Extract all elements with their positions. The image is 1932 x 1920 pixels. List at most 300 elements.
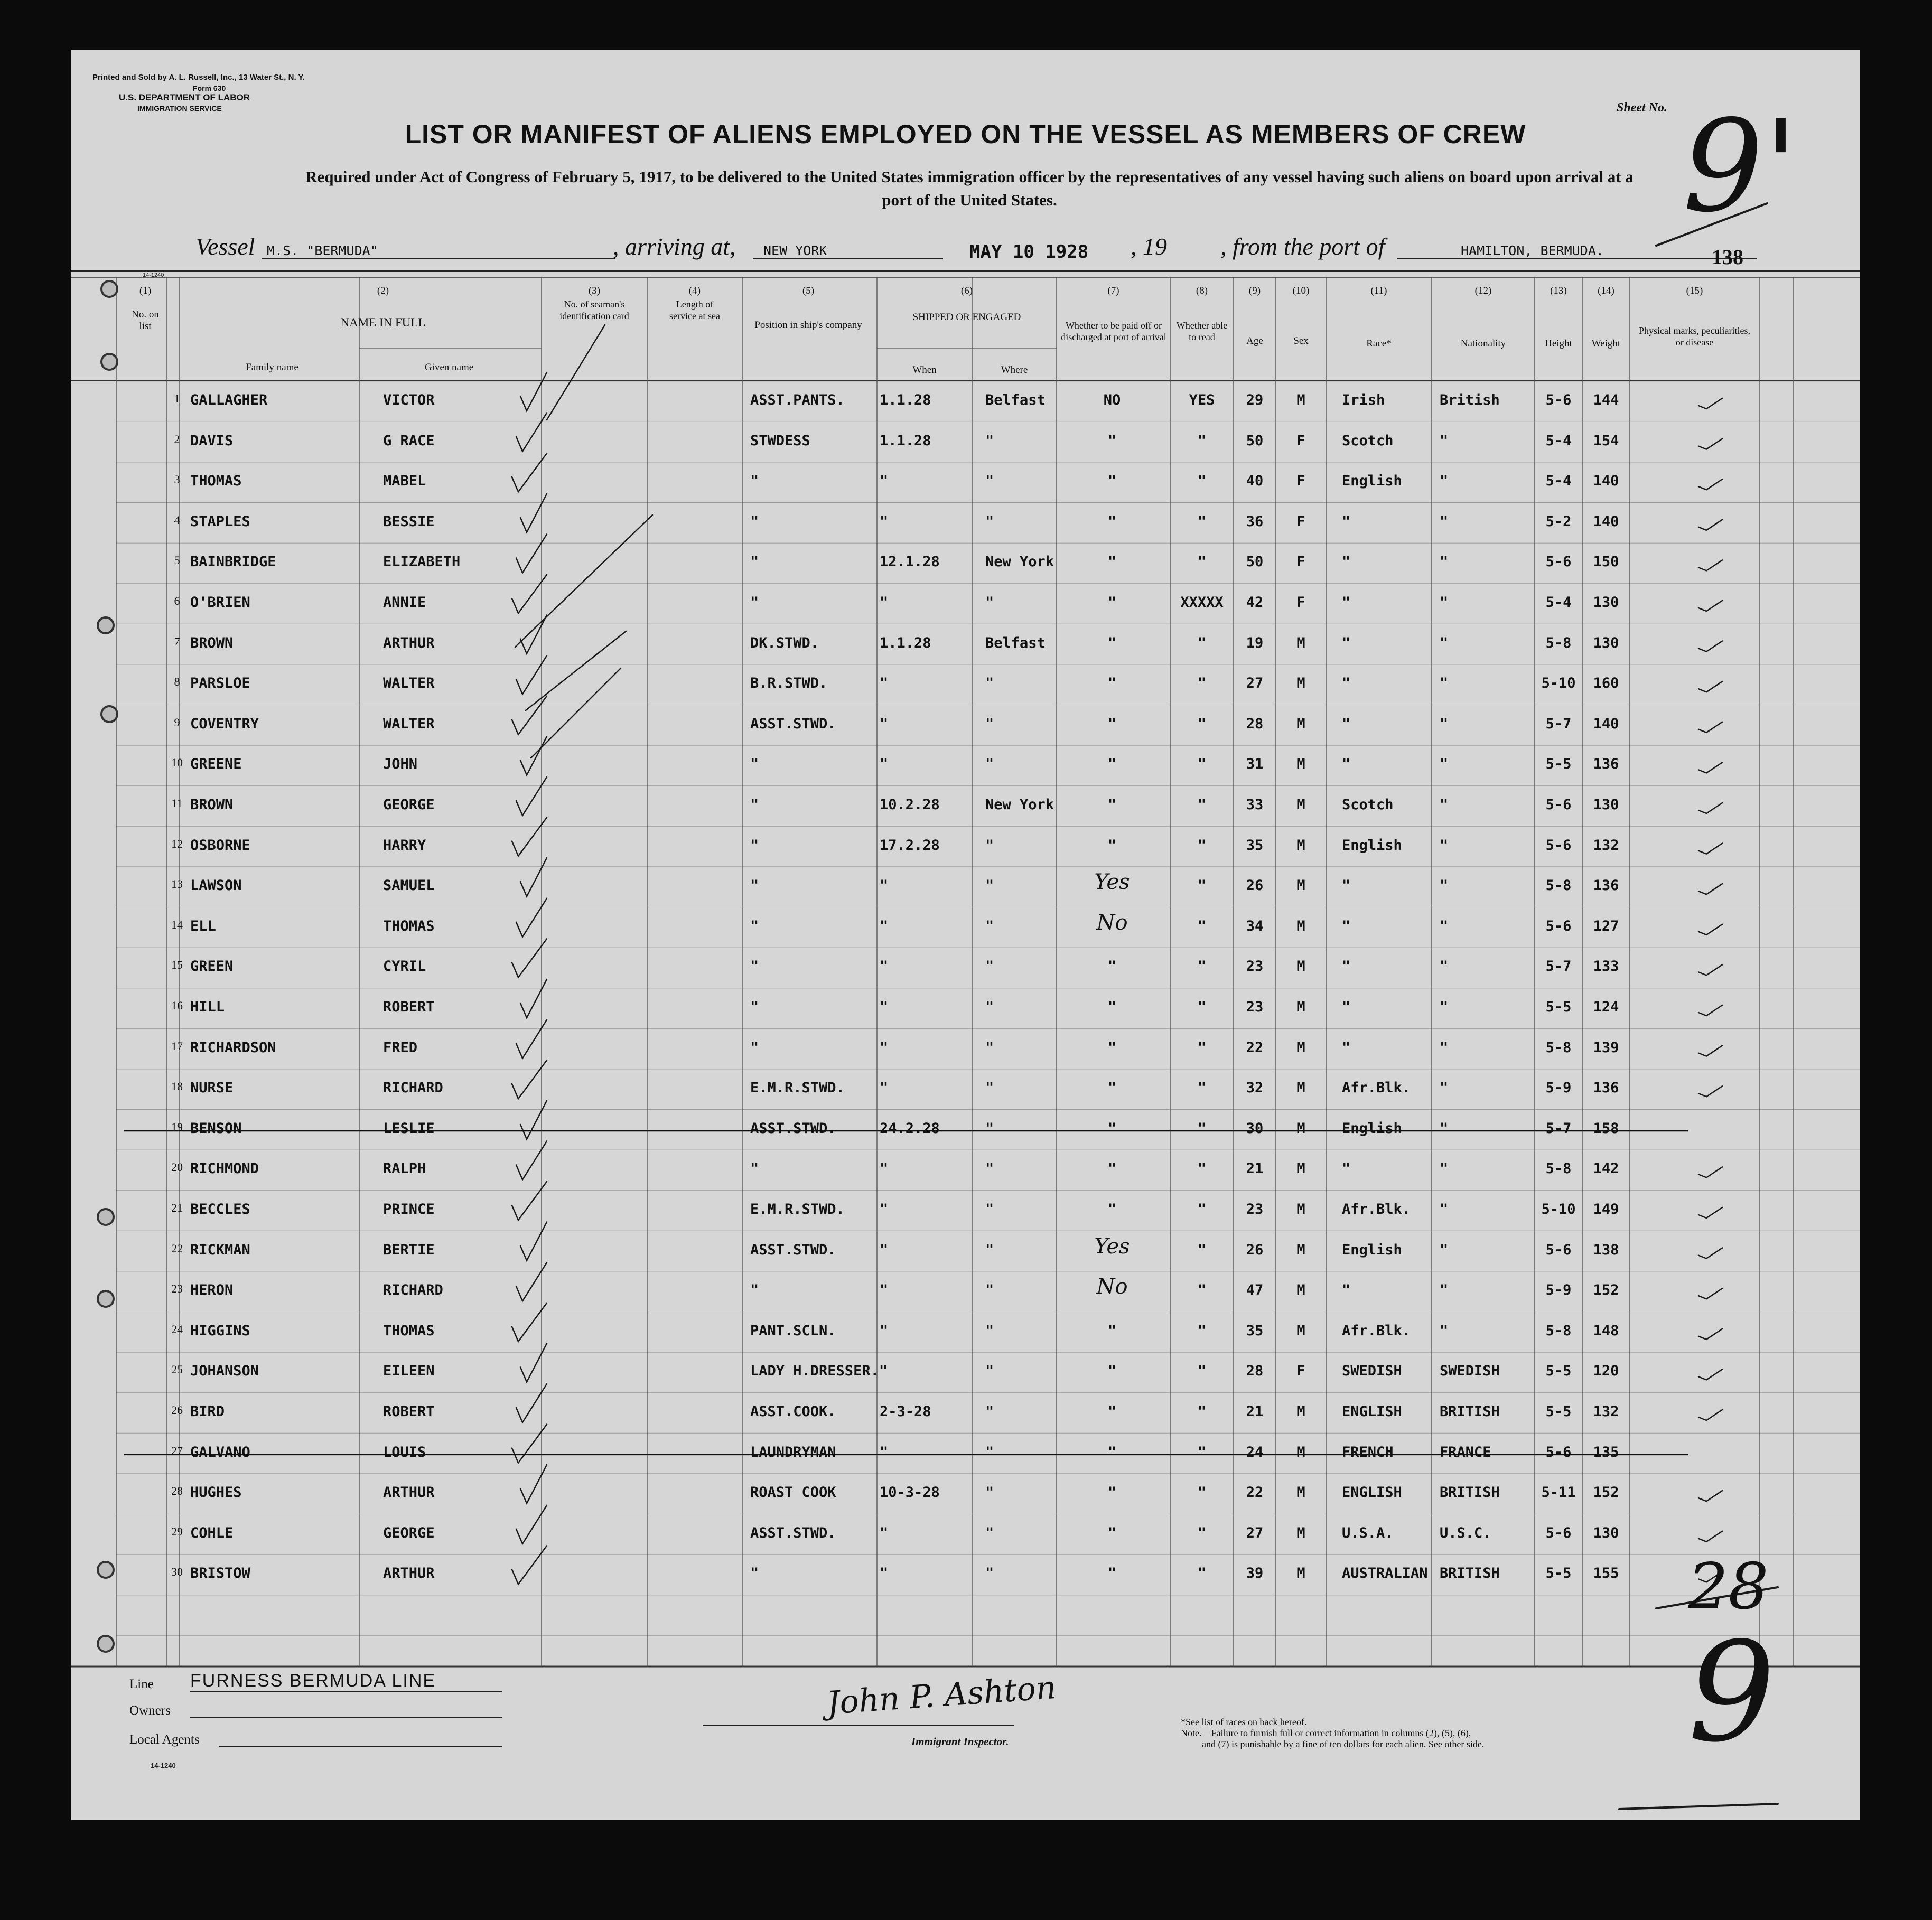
cell-where: " xyxy=(985,917,994,934)
cell-position: " xyxy=(750,917,759,934)
checkmark-icon xyxy=(516,777,547,816)
cell-when: 1.1.28 xyxy=(880,432,931,449)
cell-position: " xyxy=(750,1160,759,1177)
cell-weight: 130 xyxy=(1593,797,1619,813)
cell-age: 21 xyxy=(1246,1160,1264,1177)
cell-when: 1.1.28 xyxy=(880,392,931,408)
cell-paid-off: " xyxy=(1107,1363,1117,1380)
cell-given: RALPH xyxy=(383,1160,426,1177)
sheet-number-handwritten: 9 xyxy=(1688,1613,1776,1773)
cell-read: " xyxy=(1197,1241,1207,1258)
cell-sex: M xyxy=(1296,797,1305,813)
cell-paid-off: " xyxy=(1107,1039,1117,1056)
col13-label: Height xyxy=(1545,338,1572,349)
cell-race: English xyxy=(1342,1241,1402,1258)
cell-sex: M xyxy=(1296,1201,1305,1217)
cell-weight: 150 xyxy=(1593,554,1619,570)
cell-age: 34 xyxy=(1246,917,1264,934)
cell-read: YES xyxy=(1189,392,1215,408)
col6-num: (6) xyxy=(960,285,973,296)
cell-weight: 136 xyxy=(1593,1080,1619,1097)
cell-family: COHLE xyxy=(190,1524,234,1541)
checkmark-icon xyxy=(512,1060,547,1099)
cell-when: " xyxy=(880,917,889,934)
cell-given: CYRIL xyxy=(383,958,426,975)
cell-position: ASST.PANTS. xyxy=(750,392,845,408)
cell-weight: 149 xyxy=(1593,1201,1619,1217)
cell-paid-off: " xyxy=(1107,513,1117,530)
cell-given: JOHN xyxy=(383,756,418,773)
cell-read: " xyxy=(1197,1282,1207,1299)
cell-height: 5-6 xyxy=(1545,837,1572,854)
cell-family: BIRD xyxy=(190,1403,225,1420)
cell-read: " xyxy=(1197,1565,1207,1582)
cell-nationality: " xyxy=(1440,837,1449,854)
punch-hole xyxy=(97,616,115,634)
cell-position: ASST.STWD. xyxy=(750,1241,836,1258)
tick-icon xyxy=(1698,601,1722,611)
cell-weight: 152 xyxy=(1593,1282,1619,1299)
tick-icon xyxy=(1698,398,1722,409)
cell-no: 15 xyxy=(171,958,183,972)
col2-given: Given name xyxy=(424,362,474,373)
cell-family: BROWN xyxy=(190,797,234,813)
cell-no: 24 xyxy=(171,1322,183,1336)
cell-no: 12 xyxy=(171,837,183,850)
line-label: Line xyxy=(129,1677,154,1691)
cell-when: 12.1.28 xyxy=(880,554,940,570)
cell-weight: 154 xyxy=(1593,432,1619,449)
tick-icon xyxy=(1698,844,1722,854)
cell-when: 17.2.28 xyxy=(880,837,940,854)
cell-paid-off: No xyxy=(1096,1275,1128,1299)
penalty-note-1: Note.—Failure to furnish full or correct information in columns (2), (5), (6), xyxy=(1181,1728,1471,1738)
cell-read: " xyxy=(1197,1160,1207,1177)
cell-paid-off: " xyxy=(1107,1524,1117,1541)
cell-position: ASST.COOK. xyxy=(750,1403,836,1420)
cell-nationality: " xyxy=(1440,1160,1449,1177)
cell-read: " xyxy=(1197,432,1207,449)
cell-weight: 136 xyxy=(1593,877,1619,894)
tick-icon xyxy=(1698,560,1722,570)
cell-paid-off: " xyxy=(1107,675,1117,692)
checkmark-icon xyxy=(516,1384,547,1422)
checkmark-icon xyxy=(512,818,547,856)
cell-position: E.M.R.STWD. xyxy=(750,1201,845,1217)
cell-nationality: FRANCE xyxy=(1440,1444,1491,1460)
page-number: 138 xyxy=(1712,245,1743,269)
col6-when: When xyxy=(912,364,937,376)
checkmark-icon xyxy=(516,534,547,573)
cell-where: " xyxy=(985,1524,994,1541)
departure-port: HAMILTON, BERMUDA. xyxy=(1397,243,1757,259)
service-label: IMMIGRATION SERVICE xyxy=(137,104,222,113)
cell-paid-off: " xyxy=(1107,634,1117,651)
tick-icon xyxy=(1698,1288,1722,1299)
cell-family: COVENTRY xyxy=(190,715,259,732)
checkmark-icon xyxy=(520,494,547,532)
cell-when: " xyxy=(880,473,889,490)
cell-when: 10-3-28 xyxy=(880,1484,940,1501)
cell-race: " xyxy=(1342,877,1351,894)
cell-age: 28 xyxy=(1246,715,1264,732)
cell-sex: M xyxy=(1296,756,1305,773)
cell-no: 10 xyxy=(171,756,183,770)
cell-sex: M xyxy=(1296,715,1305,732)
cell-age: 31 xyxy=(1246,756,1264,773)
cell-no: 1 xyxy=(174,392,180,405)
cell-given: EILEEN xyxy=(383,1363,435,1380)
cell-nationality: " xyxy=(1440,473,1449,490)
cell-nationality: " xyxy=(1440,756,1449,773)
cell-age: 27 xyxy=(1246,1524,1264,1541)
cell-read: " xyxy=(1197,1080,1207,1097)
cell-where: " xyxy=(985,1565,994,1582)
printer-line: Printed and Sold by A. L. Russell, Inc., 13 Water St., N. Y. xyxy=(92,73,305,82)
cell-nationality: " xyxy=(1440,675,1449,692)
cell-sex: F xyxy=(1296,432,1305,449)
cell-family: ELL xyxy=(190,917,216,934)
cell-sex: M xyxy=(1296,1444,1305,1460)
cell-nationality: BRITISH xyxy=(1440,1565,1500,1582)
cell-given: ROBERT xyxy=(383,999,435,1015)
cell-sex: M xyxy=(1296,1160,1305,1177)
cell-age: 42 xyxy=(1246,594,1264,611)
cell-given: ARTHUR xyxy=(383,634,435,651)
cell-no: 8 xyxy=(174,675,180,689)
cell-race: U.S.A. xyxy=(1342,1524,1394,1541)
cell-sex: F xyxy=(1296,594,1305,611)
cell-nationality: " xyxy=(1440,1080,1449,1097)
cell-height: 5-8 xyxy=(1545,1322,1572,1339)
cell-read: " xyxy=(1197,837,1207,854)
col12-label: Nationality xyxy=(1460,338,1506,349)
cell-no: 5 xyxy=(174,554,180,567)
cell-paid-off: NO xyxy=(1103,392,1121,408)
cell-paid-off: " xyxy=(1107,715,1117,732)
cell-given: VICTOR xyxy=(383,392,435,408)
cell-where: " xyxy=(985,877,994,894)
cell-race: FRENCH xyxy=(1342,1444,1394,1460)
col6-where: Where xyxy=(1001,364,1028,376)
cell-sex: M xyxy=(1296,1080,1305,1097)
cell-no: 14 xyxy=(171,917,183,931)
checkmark-icon xyxy=(512,1425,547,1463)
checkmark-icon xyxy=(512,1303,547,1342)
cell-race: SWEDISH xyxy=(1342,1363,1402,1380)
cell-position: ASST.STWD. xyxy=(750,1524,836,1541)
cell-nationality: " xyxy=(1440,554,1449,570)
cell-race: " xyxy=(1342,634,1351,651)
cell-height: 5-7 xyxy=(1545,958,1572,975)
cell-age: 32 xyxy=(1246,1080,1264,1097)
arrival-port: NEW YORK xyxy=(753,243,943,259)
pen-stroke xyxy=(515,515,652,647)
cell-position: " xyxy=(750,513,759,530)
cell-no: 4 xyxy=(174,513,180,527)
cell-when: " xyxy=(880,715,889,732)
cell-paid-off: " xyxy=(1107,756,1117,773)
col11-label: Race* xyxy=(1366,338,1392,349)
cell-where: " xyxy=(985,1322,994,1339)
cell-position: " xyxy=(750,1565,759,1582)
cell-where: " xyxy=(985,958,994,975)
cell-read: " xyxy=(1197,1403,1207,1420)
cell-paid-off: " xyxy=(1107,1120,1117,1137)
cell-read: " xyxy=(1197,715,1207,732)
cell-age: 33 xyxy=(1246,797,1264,813)
cell-family: THOMAS xyxy=(190,473,242,490)
cell-weight: 135 xyxy=(1593,1444,1619,1460)
tick-icon xyxy=(1698,1491,1722,1501)
tick-icon xyxy=(1698,722,1722,733)
cell-nationality: British xyxy=(1440,392,1500,408)
cell-read: " xyxy=(1197,1484,1207,1501)
cell-age: 21 xyxy=(1246,1403,1264,1420)
cell-when: " xyxy=(880,513,889,530)
cell-where: " xyxy=(985,1484,994,1501)
cell-height: 5-4 xyxy=(1545,432,1572,449)
cell-read: " xyxy=(1197,877,1207,894)
col15-num: (15) xyxy=(1686,285,1703,296)
col5-label: Position in ship's company xyxy=(754,320,862,331)
sheet-no-handwritten: 9' xyxy=(1683,92,1798,240)
cell-given: LOUIS xyxy=(383,1444,426,1460)
cell-family: HIGGINS xyxy=(190,1322,250,1339)
pen-stroke xyxy=(531,668,621,758)
cell-given: ARTHUR xyxy=(383,1565,435,1582)
cell-where: " xyxy=(985,1282,994,1299)
col11-num: (11) xyxy=(1370,285,1387,296)
cell-sex: M xyxy=(1296,1241,1305,1258)
cell-nationality: " xyxy=(1440,999,1449,1015)
cell-height: 5-6 xyxy=(1545,1241,1572,1258)
cell-when: " xyxy=(880,1039,889,1056)
cell-age: 40 xyxy=(1246,473,1264,490)
cell-read: " xyxy=(1197,999,1207,1015)
cell-weight: 138 xyxy=(1593,1241,1619,1258)
col10-num: (10) xyxy=(1292,285,1310,296)
cell-age: 47 xyxy=(1246,1282,1264,1299)
cell-position: ROAST COOK xyxy=(750,1484,836,1501)
races-note: *See list of races on back hereof. xyxy=(1181,1717,1307,1727)
cell-sex: M xyxy=(1296,999,1305,1015)
cell-where: " xyxy=(985,756,994,773)
cell-when: 24.2.28 xyxy=(880,1120,940,1137)
cell-nationality: " xyxy=(1440,432,1449,449)
cell-paid-off: Yes xyxy=(1094,870,1130,895)
tick-icon xyxy=(1698,762,1722,773)
cell-family: GREENE xyxy=(190,756,242,773)
cell-sex: M xyxy=(1296,1524,1305,1541)
col4-label: Length of service at sea xyxy=(669,299,720,321)
cell-paid-off: Yes xyxy=(1094,1234,1130,1259)
cell-paid-off: " xyxy=(1107,837,1117,854)
tick-icon xyxy=(1698,439,1722,449)
cell-weight: 140 xyxy=(1593,715,1619,732)
cell-family: RICKMAN xyxy=(190,1241,250,1258)
cell-where: " xyxy=(985,837,994,854)
cell-race: " xyxy=(1342,958,1351,975)
cell-age: 39 xyxy=(1246,1565,1264,1582)
cell-weight: 160 xyxy=(1593,675,1619,692)
tick-icon xyxy=(1698,1531,1722,1542)
cell-no: 27 xyxy=(171,1444,183,1457)
cell-where: " xyxy=(985,1241,994,1258)
cell-sex: M xyxy=(1296,1282,1305,1299)
tick-icon xyxy=(1698,681,1722,692)
cell-age: 29 xyxy=(1246,392,1264,408)
pen-stroke xyxy=(547,325,605,420)
cell-where: " xyxy=(985,1160,994,1177)
agents-line xyxy=(219,1746,502,1747)
tick-icon xyxy=(1698,520,1722,530)
cell-paid-off: " xyxy=(1107,1484,1117,1501)
cell-given: G RACE xyxy=(383,432,435,449)
cell-age: 50 xyxy=(1246,554,1264,570)
col9-num: (9) xyxy=(1248,285,1261,296)
cell-read: " xyxy=(1197,917,1207,934)
cell-no: 25 xyxy=(171,1363,183,1376)
cell-age: 28 xyxy=(1246,1363,1264,1380)
cell-sex: M xyxy=(1296,1565,1305,1582)
cell-read: " xyxy=(1197,634,1207,651)
cell-position: DK.STWD. xyxy=(750,634,819,651)
cell-read: " xyxy=(1197,554,1207,570)
cell-family: GALVANO xyxy=(190,1444,250,1460)
cell-race: English xyxy=(1342,837,1402,854)
cell-where: " xyxy=(985,432,994,449)
tick-icon xyxy=(1698,641,1722,652)
cell-weight: 130 xyxy=(1593,634,1619,651)
cell-where: " xyxy=(985,513,994,530)
cell-when: 2-3-28 xyxy=(880,1403,931,1420)
cell-height: 5-5 xyxy=(1545,999,1572,1015)
cell-nationality: " xyxy=(1440,1039,1449,1056)
cell-weight: 155 xyxy=(1593,1565,1619,1582)
cell-given: LESLIE xyxy=(383,1120,435,1137)
tick-icon xyxy=(1698,1167,1722,1177)
cell-weight: 127 xyxy=(1593,917,1619,934)
cell-where: " xyxy=(985,473,994,490)
cell-read: " xyxy=(1197,1039,1207,1056)
cell-height: 5-2 xyxy=(1545,513,1572,530)
sheet-no-label: Sheet No. xyxy=(1617,101,1667,115)
cell-height: 5-8 xyxy=(1545,877,1572,894)
col8-num: (8) xyxy=(1196,285,1208,296)
cell-when: " xyxy=(880,1444,889,1460)
cell-age: 23 xyxy=(1246,958,1264,975)
cell-nationality: " xyxy=(1440,1201,1449,1217)
tick-icon xyxy=(1698,479,1722,490)
cell-race: Afr.Blk. xyxy=(1342,1322,1411,1339)
col7-label: Whether to be paid off or discharged at port of arrival xyxy=(1061,320,1166,342)
cell-race: Scotch xyxy=(1342,432,1394,449)
cell-paid-off: " xyxy=(1107,1403,1117,1420)
cell-height: 5-11 xyxy=(1541,1484,1576,1501)
col5-num: (5) xyxy=(802,285,815,296)
cell-race: " xyxy=(1342,513,1351,530)
cell-paid-off: " xyxy=(1107,1080,1117,1097)
col10-label: Sex xyxy=(1293,335,1309,346)
cell-given: WALTER xyxy=(383,675,435,692)
cell-where: " xyxy=(985,1201,994,1217)
cell-weight: 132 xyxy=(1593,1403,1619,1420)
col4-num: (4) xyxy=(688,285,701,296)
cell-sex: M xyxy=(1296,1484,1305,1501)
cell-given: THOMAS xyxy=(383,917,435,934)
tick-icon xyxy=(1698,803,1722,813)
cell-nationality: " xyxy=(1440,797,1449,813)
pen-stroke xyxy=(1656,203,1767,246)
col2-family: Family name xyxy=(246,362,298,373)
cell-when: " xyxy=(880,1160,889,1177)
cell-when: " xyxy=(880,594,889,611)
cell-race: " xyxy=(1342,1039,1351,1056)
cell-position: B.R.STWD. xyxy=(750,675,828,692)
tick-icon xyxy=(1698,1410,1722,1420)
cell-read: " xyxy=(1197,1444,1207,1460)
checkmark-icon xyxy=(512,1182,547,1220)
cell-nationality: SWEDISH xyxy=(1440,1363,1500,1380)
owners-line xyxy=(190,1717,502,1718)
cell-weight: 148 xyxy=(1593,1322,1619,1339)
cell-position: ASST.STWD. xyxy=(750,715,836,732)
cell-nationality: " xyxy=(1440,917,1449,934)
cell-paid-off: " xyxy=(1107,1201,1117,1217)
checkmark-icon xyxy=(512,453,547,492)
page-title: LIST OR MANIFEST OF ALIENS EMPLOYED ON THE VESSEL AS MEMBERS OF CREW xyxy=(405,119,1526,149)
cell-height: 5-5 xyxy=(1545,1363,1572,1380)
cell-weight: 140 xyxy=(1593,473,1619,490)
cell-nationality: " xyxy=(1440,1120,1449,1137)
cell-position: PANT.SCLN. xyxy=(750,1322,836,1339)
punch-hole xyxy=(97,1561,115,1579)
col3-num: (3) xyxy=(588,285,601,296)
cell-paid-off: " xyxy=(1107,999,1117,1015)
punch-hole xyxy=(100,280,118,298)
col9-label: Age xyxy=(1246,335,1263,346)
checkmark-icon xyxy=(516,1505,547,1544)
cell-given: ELIZABETH xyxy=(383,554,461,570)
cell-position: " xyxy=(750,756,759,773)
cell-paid-off: " xyxy=(1107,958,1117,975)
cell-no: 30 xyxy=(171,1565,183,1579)
cell-sex: M xyxy=(1296,392,1305,408)
cell-age: 22 xyxy=(1246,1484,1264,1501)
cell-nationality: " xyxy=(1440,513,1449,530)
cell-position: " xyxy=(750,473,759,490)
line-value: FURNESS BERMUDA LINE xyxy=(190,1671,502,1692)
cell-height: 5-5 xyxy=(1545,1403,1572,1420)
cell-paid-off: " xyxy=(1107,1160,1117,1177)
checkmark-icon xyxy=(520,858,547,896)
cell-weight: 130 xyxy=(1593,594,1619,611)
vessel-name: M.S. "BERMUDA" xyxy=(262,243,615,259)
cell-no: 9 xyxy=(174,715,180,729)
cell-family: NURSE xyxy=(190,1080,234,1097)
cell-paid-off: " xyxy=(1107,1322,1117,1339)
col12-num: (12) xyxy=(1474,285,1492,296)
cell-race: Scotch xyxy=(1342,797,1394,813)
cell-height: 5-10 xyxy=(1541,1201,1576,1217)
cell-paid-off: " xyxy=(1107,473,1117,490)
cell-when: " xyxy=(880,877,889,894)
punch-hole xyxy=(100,353,118,371)
cell-given: BERTIE xyxy=(383,1241,435,1258)
cell-read: XXXXX xyxy=(1180,594,1224,611)
cell-nationality: " xyxy=(1440,1241,1449,1258)
